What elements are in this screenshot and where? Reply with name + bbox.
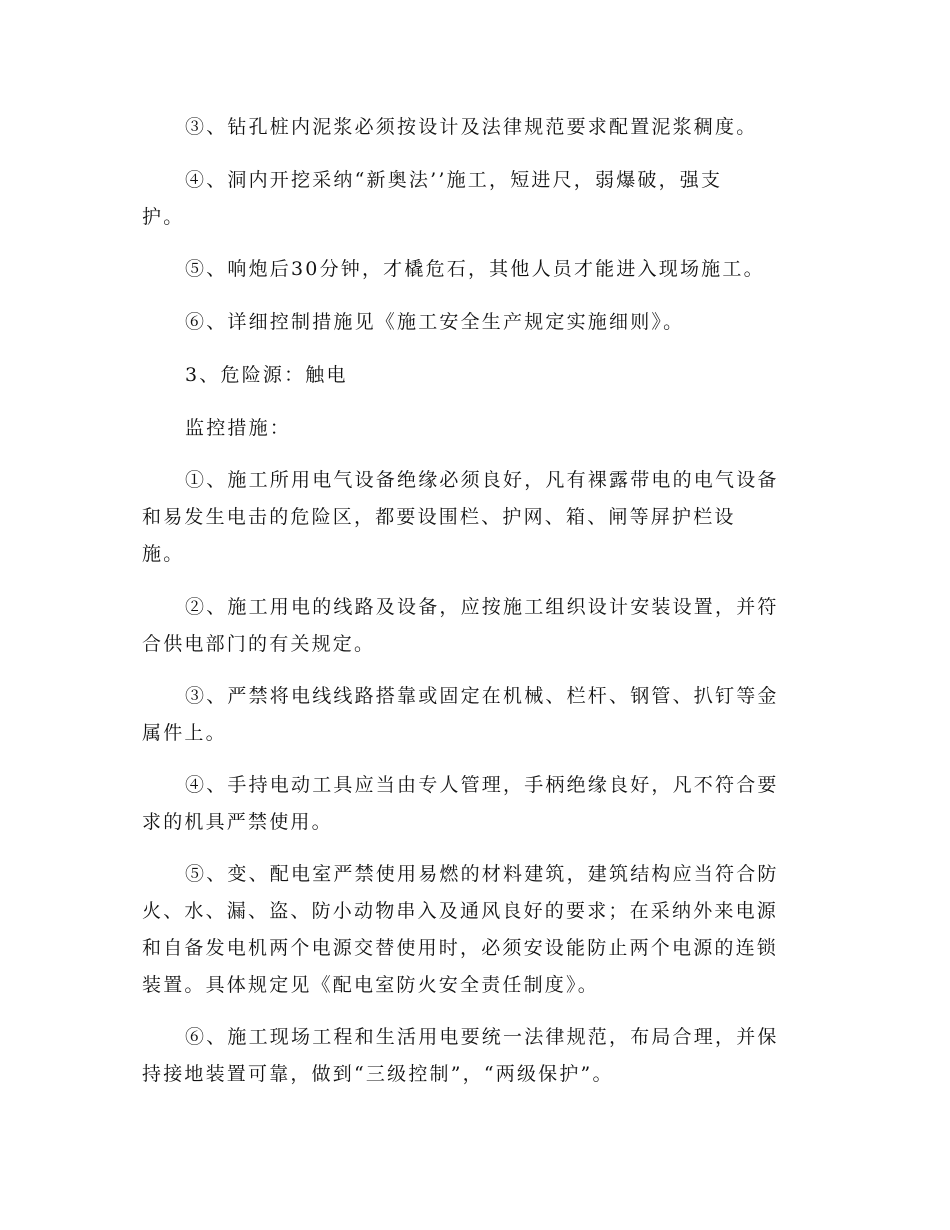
- paragraph-power-tools: [142, 767, 800, 841]
- subheading: 监控措施：: [185, 417, 292, 439]
- paragraph-site-power: [142, 1019, 800, 1093]
- paragraph-line: 和自备发电机两个电源交替使用时，必须安设能防止两个电源的连锁: [142, 937, 779, 959]
- paragraph-line: 求的机具严禁使用。: [142, 811, 333, 833]
- paragraph-line: 施。: [142, 543, 185, 565]
- paragraph-line: ⑤、变、配电室严禁使用易燃的材料建筑，建筑结构应当符合防: [185, 863, 779, 885]
- paragraph-control-measures: [142, 304, 800, 341]
- paragraph-insulation: [142, 462, 800, 573]
- paragraph-wiring: [142, 589, 800, 663]
- section-heading-electric-shock: [142, 357, 800, 394]
- paragraph-tunnel-excavation: [142, 162, 800, 236]
- paragraph-substation: [142, 856, 800, 1004]
- paragraph-line: 属件上。: [142, 722, 227, 744]
- paragraph-line: ①、施工所用电气设备绝缘必须良好，凡有裸露带电的电气设备: [185, 469, 779, 491]
- section-heading: 3、危险源：触电: [185, 364, 348, 386]
- paragraph-line: 护。: [142, 206, 185, 228]
- paragraph-slurry: [142, 109, 800, 146]
- paragraph-line: 火、水、漏、盗、防小动物串入及通风良好的要求；在采纳外来电源: [142, 900, 779, 922]
- paragraph-metal-parts: [142, 678, 800, 752]
- paragraph-line: ③、严禁将电线线路搭靠或固定在机械、栏杆、钢管、扒钉等金: [185, 685, 779, 707]
- paragraph-line: 和易发生电击的危险区，都要设围栏、护网、箱、闸等屏护栏设: [142, 506, 736, 528]
- paragraph-line: ⑥、详细控制措施见《施工安全生产规定实施细则》。: [185, 311, 685, 333]
- paragraph-line: ②、施工用电的线路及设备，应按施工组织设计安装设置，并符: [185, 596, 779, 618]
- paragraph-line: 合供电部门的有关规定。: [142, 633, 376, 655]
- paragraph-line: ④、手持电动工具应当由专人管理，手柄绝缘良好，凡不符合要: [185, 774, 779, 796]
- paragraph-line: 装置。具体规定见《配电室防火安全责任制度》。: [142, 974, 599, 996]
- paragraph-line: 持接地装置可靠，做到“三级控制”，“两级保护”。: [142, 1063, 614, 1085]
- paragraph-blasting: [142, 251, 800, 288]
- paragraph-line: ④、洞内开挖采纳“新奥法’’施工，短进尺，弱爆破，强支: [185, 169, 723, 191]
- paragraph-line: ⑥、施工现场工程和生活用电要统一法律规范，布局合理，并保: [185, 1026, 779, 1048]
- paragraph-line: ③、钻孔桩内泥浆必须按设计及法律规范要求配置泥浆稠度。: [185, 116, 758, 138]
- paragraph-line: ⑤、响炮后30分钟，才橇危石，其他人员才能进入现场施工。: [185, 258, 765, 280]
- monitoring-measures-label: [142, 410, 800, 447]
